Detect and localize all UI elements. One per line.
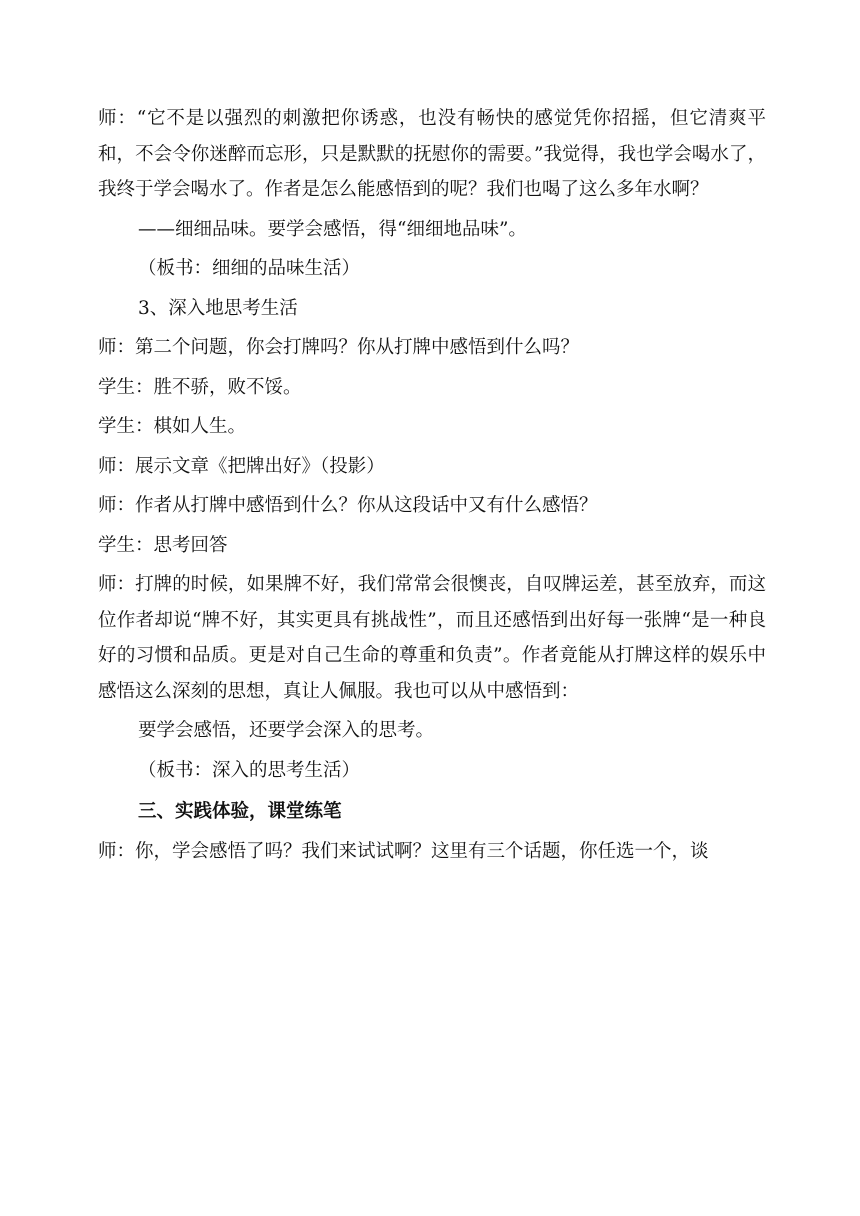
section-heading-think-deeply: 3、深入地思考生活 bbox=[138, 297, 298, 319]
paragraph-board-note-savor: （板书：细细的品味生活） bbox=[138, 258, 361, 279]
paragraph-savor-carefully: ——细细品味。要学会感悟，得“细细地品味”。 bbox=[138, 218, 527, 240]
paragraph-teacher-practice-prompt: 师：你，学会感悟了吗？我们来试试啊？这里有三个话题，你任选一个，谈 bbox=[98, 840, 709, 862]
paragraph-teacher-question-cards: 师：第二个问题，你会打牌吗？你从打牌中感悟到什么吗？ bbox=[98, 337, 580, 358]
document-page bbox=[98, 101, 766, 869]
paragraph-student-think: 学生：思考回答 bbox=[98, 534, 228, 556]
paragraph-student-answer-1: 学生：胜不骄，败不馁。 bbox=[98, 376, 302, 398]
paragraph-teacher-card-explanation: 师：打牌的时候，如果牌不好，我们常常会很懊丧，自叹牌运差，甚至放弃，而这位作者却说“牌不好，其实更具有挑战性”，而且还感悟到出好每一张牌“是一种良好的习惯和品质。更是对自己生命的尊重和负责”。作者竟能从打牌这样的娱乐中感悟这么深刻的思想，真让人佩服。我也可以从中感悟到： bbox=[98, 574, 766, 702]
paragraph-think-deeply-summary: 要学会感悟，还要学会深入的思考。 bbox=[138, 720, 435, 741]
paragraph-teacher-quote: 师：“它不是以强烈的刺激把你诱惑，也没有畅快的感觉凭你招摇，但它清爽平和，不会令你迷醉而忘形，只是默默的抚慰你的需要。”我觉得，我也学会喝水了，我终于学会喝水了。作者是怎么能感悟到的呢？我们也喝了这么多年水啊？ bbox=[98, 108, 766, 200]
section-heading-practice: 三、实践体验，课堂练笔 bbox=[138, 801, 342, 822]
paragraph-board-note-think: （板书：深入的思考生活） bbox=[138, 759, 361, 781]
paragraph-teacher-show-article: 师：展示文章《把牌出好》（投影） bbox=[98, 455, 385, 477]
paragraph-teacher-question-insight: 师：作者从打牌中感悟到什么？你从这段话中又有什么感悟？ bbox=[98, 495, 598, 516]
paragraph-student-answer-2: 学生：棋如人生。 bbox=[98, 416, 247, 437]
